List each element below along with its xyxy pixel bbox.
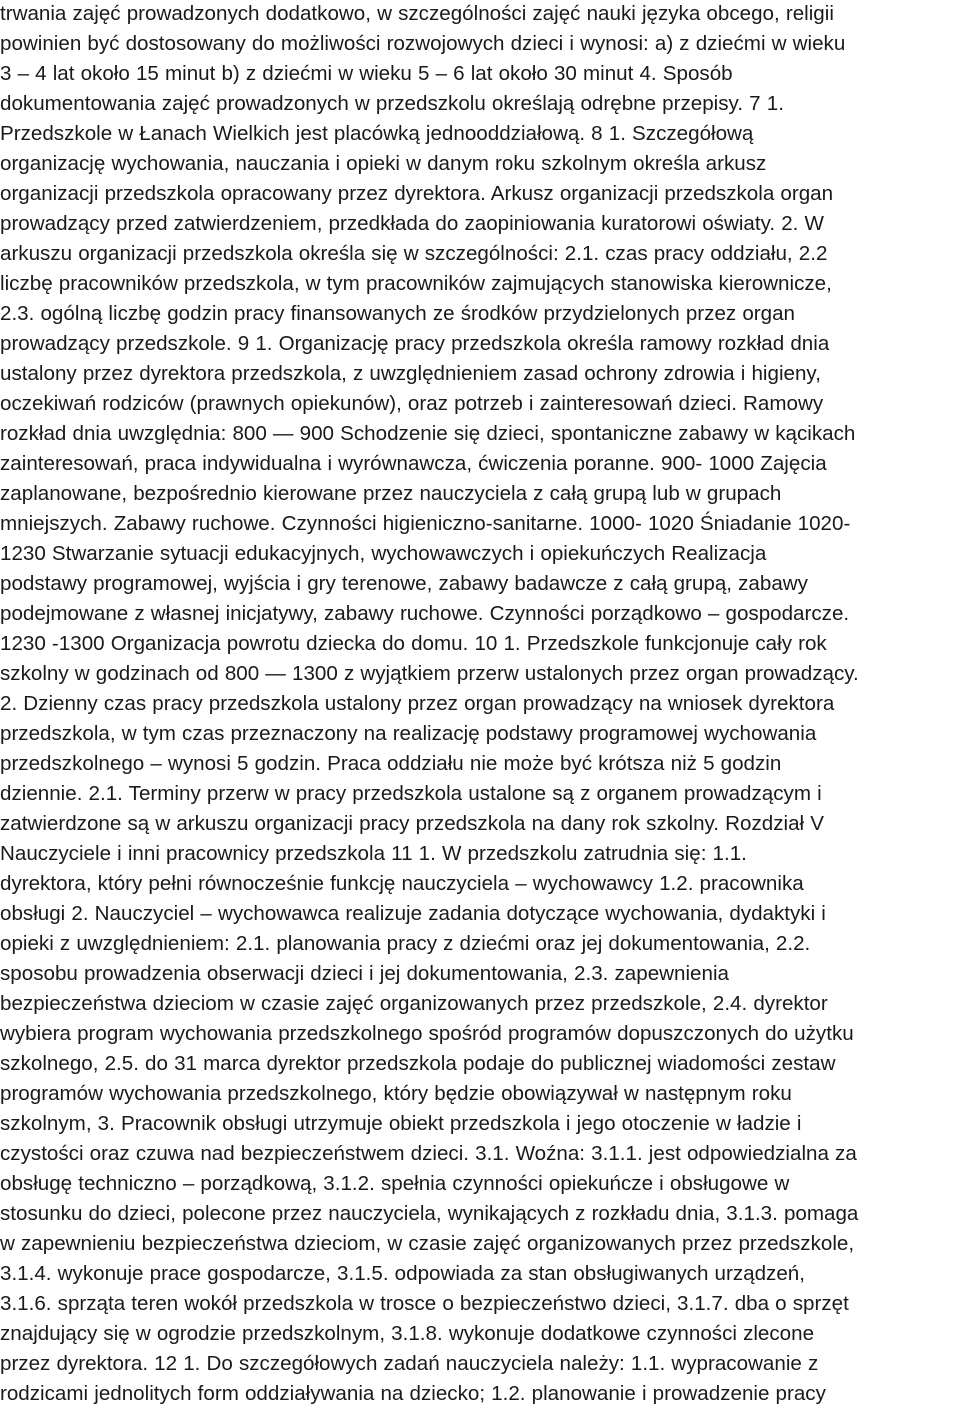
text-line: rozkład dnia uwzględnia: 800 — 900 Schodzenie się dzieci, spontaniczne zabawy w kącikach [0,422,856,445]
text-line: Przedszkole w Łanach Wielkich jest placówką jednooddziałową. 8 1. Szczegółową [0,122,754,145]
text-line: podejmowane z własnej inicjatywy, zabawy ruchowe. Czynności porządkowo – gospodarcze. [0,602,850,625]
text-line: trwania zajęć prowadzonych dodatkowo, w szczególności zajęć nauki języka obcego, religii [0,2,834,25]
text-line: mniejszych. Zabawy ruchowe. Czynności higieniczno-sanitarne. 1000- 1020 Śniadanie 1020- [0,512,851,535]
text-line: szkolnym, 3. Pracownik obsługi utrzymuje obiekt przedszkola i jego otoczenie w ładzie i [0,1112,802,1135]
text-line: organizacji przedszkola opracowany przez dyrektora. Arkusz organizacji przedszkola organ [0,182,834,205]
text-line: prowadzący przed zatwierdzeniem, przedkłada do zaopiniowania kuratorowi oświaty. 2. W [0,212,824,235]
text-line: szkolnego, 2.5. do 31 marca dyrektor przedszkola podaje do publicznej wiadomości zestaw [0,1052,836,1075]
text-line: 2.3. ogólną liczbę godzin pracy finansowanych ze środków przydzielonych przez organ [0,302,796,325]
text-line: 3.1.6. sprząta teren wokół przedszkola w trosce o bezpieczeństwo dzieci, 3.1.7. dba o sprzęt [0,1292,849,1315]
text-line: 2. Dzienny czas pracy przedszkola ustalony przez organ prowadzący na wniosek dyrektora [0,692,835,715]
text-line: oczekiwań rodziców (prawnych opiekunów), oraz potrzeb i zainteresowań dzieci. Ramowy [0,392,824,415]
text-line: stosunku do dzieci, polecone przez nauczyciela, wynikających z rozkładu dnia, 3.1.3. pomaga [0,1202,859,1225]
text-line: zaplanowane, bezpośrednio kierowane przez nauczyciela z całą grupą lub w grupach [0,482,782,505]
text-line: 1230 Stwarzanie sytuacji edukacyjnych, wychowawczych i opiekuńczych Realizacja [0,542,767,565]
text-line: liczbę pracowników przedszkola, w tym pracowników zajmujących stanowiska kierownicze, [0,272,832,295]
text-line: 3.1.4. wykonuje prace gospodarcze, 3.1.5. odpowiada za stan obsługiwanych urządzeń, [0,1262,805,1285]
text-line: opieki z uwzględnieniem: 2.1. planowania pracy z dziećmi oraz jej dokumentowania, 2.2. [0,932,811,955]
text-line: w zapewnieniu bezpieczeństwa dzieciom, w czasie zajęć organizowanych przez przedszkole, [0,1232,855,1255]
text-line: rodzicami jednolitych form oddziaływania na dziecko; 1.2. planowanie i prowadzenie pracy [0,1382,826,1405]
text-line: podstawy programowej, wyjścia i gry terenowe, zabawy badawcze z całą grupą, zabawy [0,572,808,595]
text-line: powinien być dostosowany do możliwości rozwojowych dzieci i wynosi: a) z dziećmi w wieku [0,32,846,55]
text-line: 3 – 4 lat około 15 minut b) z dziećmi w wieku 5 – 6 lat około 30 minut 4. Sposób [0,62,733,85]
text-line: 1230 -1300 Organizacja powrotu dziecka do domu. 10 1. Przedszkole funkcjonuje cały rok [0,632,827,655]
text-line: Nauczyciele i inni pracownicy przedszkola 11 1. W przedszkolu zatrudnia się: 1.1. [0,842,747,865]
text-line: dyrektora, który pełni równocześnie funkcję nauczyciela – wychowawcy 1.2. pracownika [0,872,804,895]
text-line: programów wychowania przedszkolnego, który będzie obowiązywał w następnym roku [0,1082,792,1105]
text-line: zainteresowań, praca indywidualna i wyrównawcza, ćwiczenia poranne. 900- 1000 Zajęcia [0,452,827,475]
text-line: znajdujący się w ogrodzie przedszkolnym, 3.1.8. wykonuje dodatkowe czynności zlecone [0,1322,815,1345]
text-line: przedszkola, w tym czas przeznaczony na realizację podstawy programowej wychowania [0,722,817,745]
text-line: obsługi 2. Nauczyciel – wychowawca realizuje zadania dotyczące wychowania, dydaktyki i [0,902,826,925]
text-line: czystości oraz czuwa nad bezpieczeństwem dzieci. 3.1. Woźna: 3.1.1. jest odpowiedzialna za [0,1142,857,1165]
text-line: dokumentowania zajęć prowadzonych w przedszkolu określają odrębne przepisy. 7 1. [0,92,784,115]
text-line: przedszkolnego – wynosi 5 godzin. Praca oddziału nie może być krótsza niż 5 godzin [0,752,782,775]
text-line: organizację wychowania, nauczania i opieki w danym roku szkolnym określa arkusz [0,152,767,175]
text-line: obsługę techniczno – porządkową, 3.1.2. spełnia czynności opiekuńcze i obsługowe w [0,1172,790,1195]
text-line: ustalony przez dyrektora przedszkola, z uwzględnieniem zasad ochrony zdrowia i higieny, [0,362,821,385]
text-line: prowadzący przedszkole. 9 1. Organizację pracy przedszkola określa ramowy rozkład dnia [0,332,830,355]
text-line: zatwierdzone są w arkuszu organizacji pracy przedszkola na dany rok szkolny. Rozdział V [0,812,824,835]
text-line: sposobu prowadzenia obserwacji dzieci i jej dokumentowania, 2.3. zapewnienia [0,962,729,985]
text-line: dziennie. 2.1. Terminy przerw w pracy przedszkola ustalone są z organem prowadzącym i [0,782,822,805]
text-line: wybiera program wychowania przedszkolnego spośród programów dopuszczonych do użytku [0,1022,854,1045]
text-line: arkuszu organizacji przedszkola określa się w szczególności: 2.1. czas pracy oddziału, 2.2 [0,242,828,265]
text-line: bezpieczeństwa dzieciom w czasie zajęć organizowanych przez przedszkole, 2.4. dyrektor [0,992,828,1015]
text-line: szkolny w godzinach od 800 — 1300 z wyjątkiem przerw ustalonych przez organ prowadzący. [0,662,859,685]
text-line: przez dyrektora. 12 1. Do szczegółowych zadań nauczyciela należy: 1.1. wypracowanie z [0,1352,819,1375]
